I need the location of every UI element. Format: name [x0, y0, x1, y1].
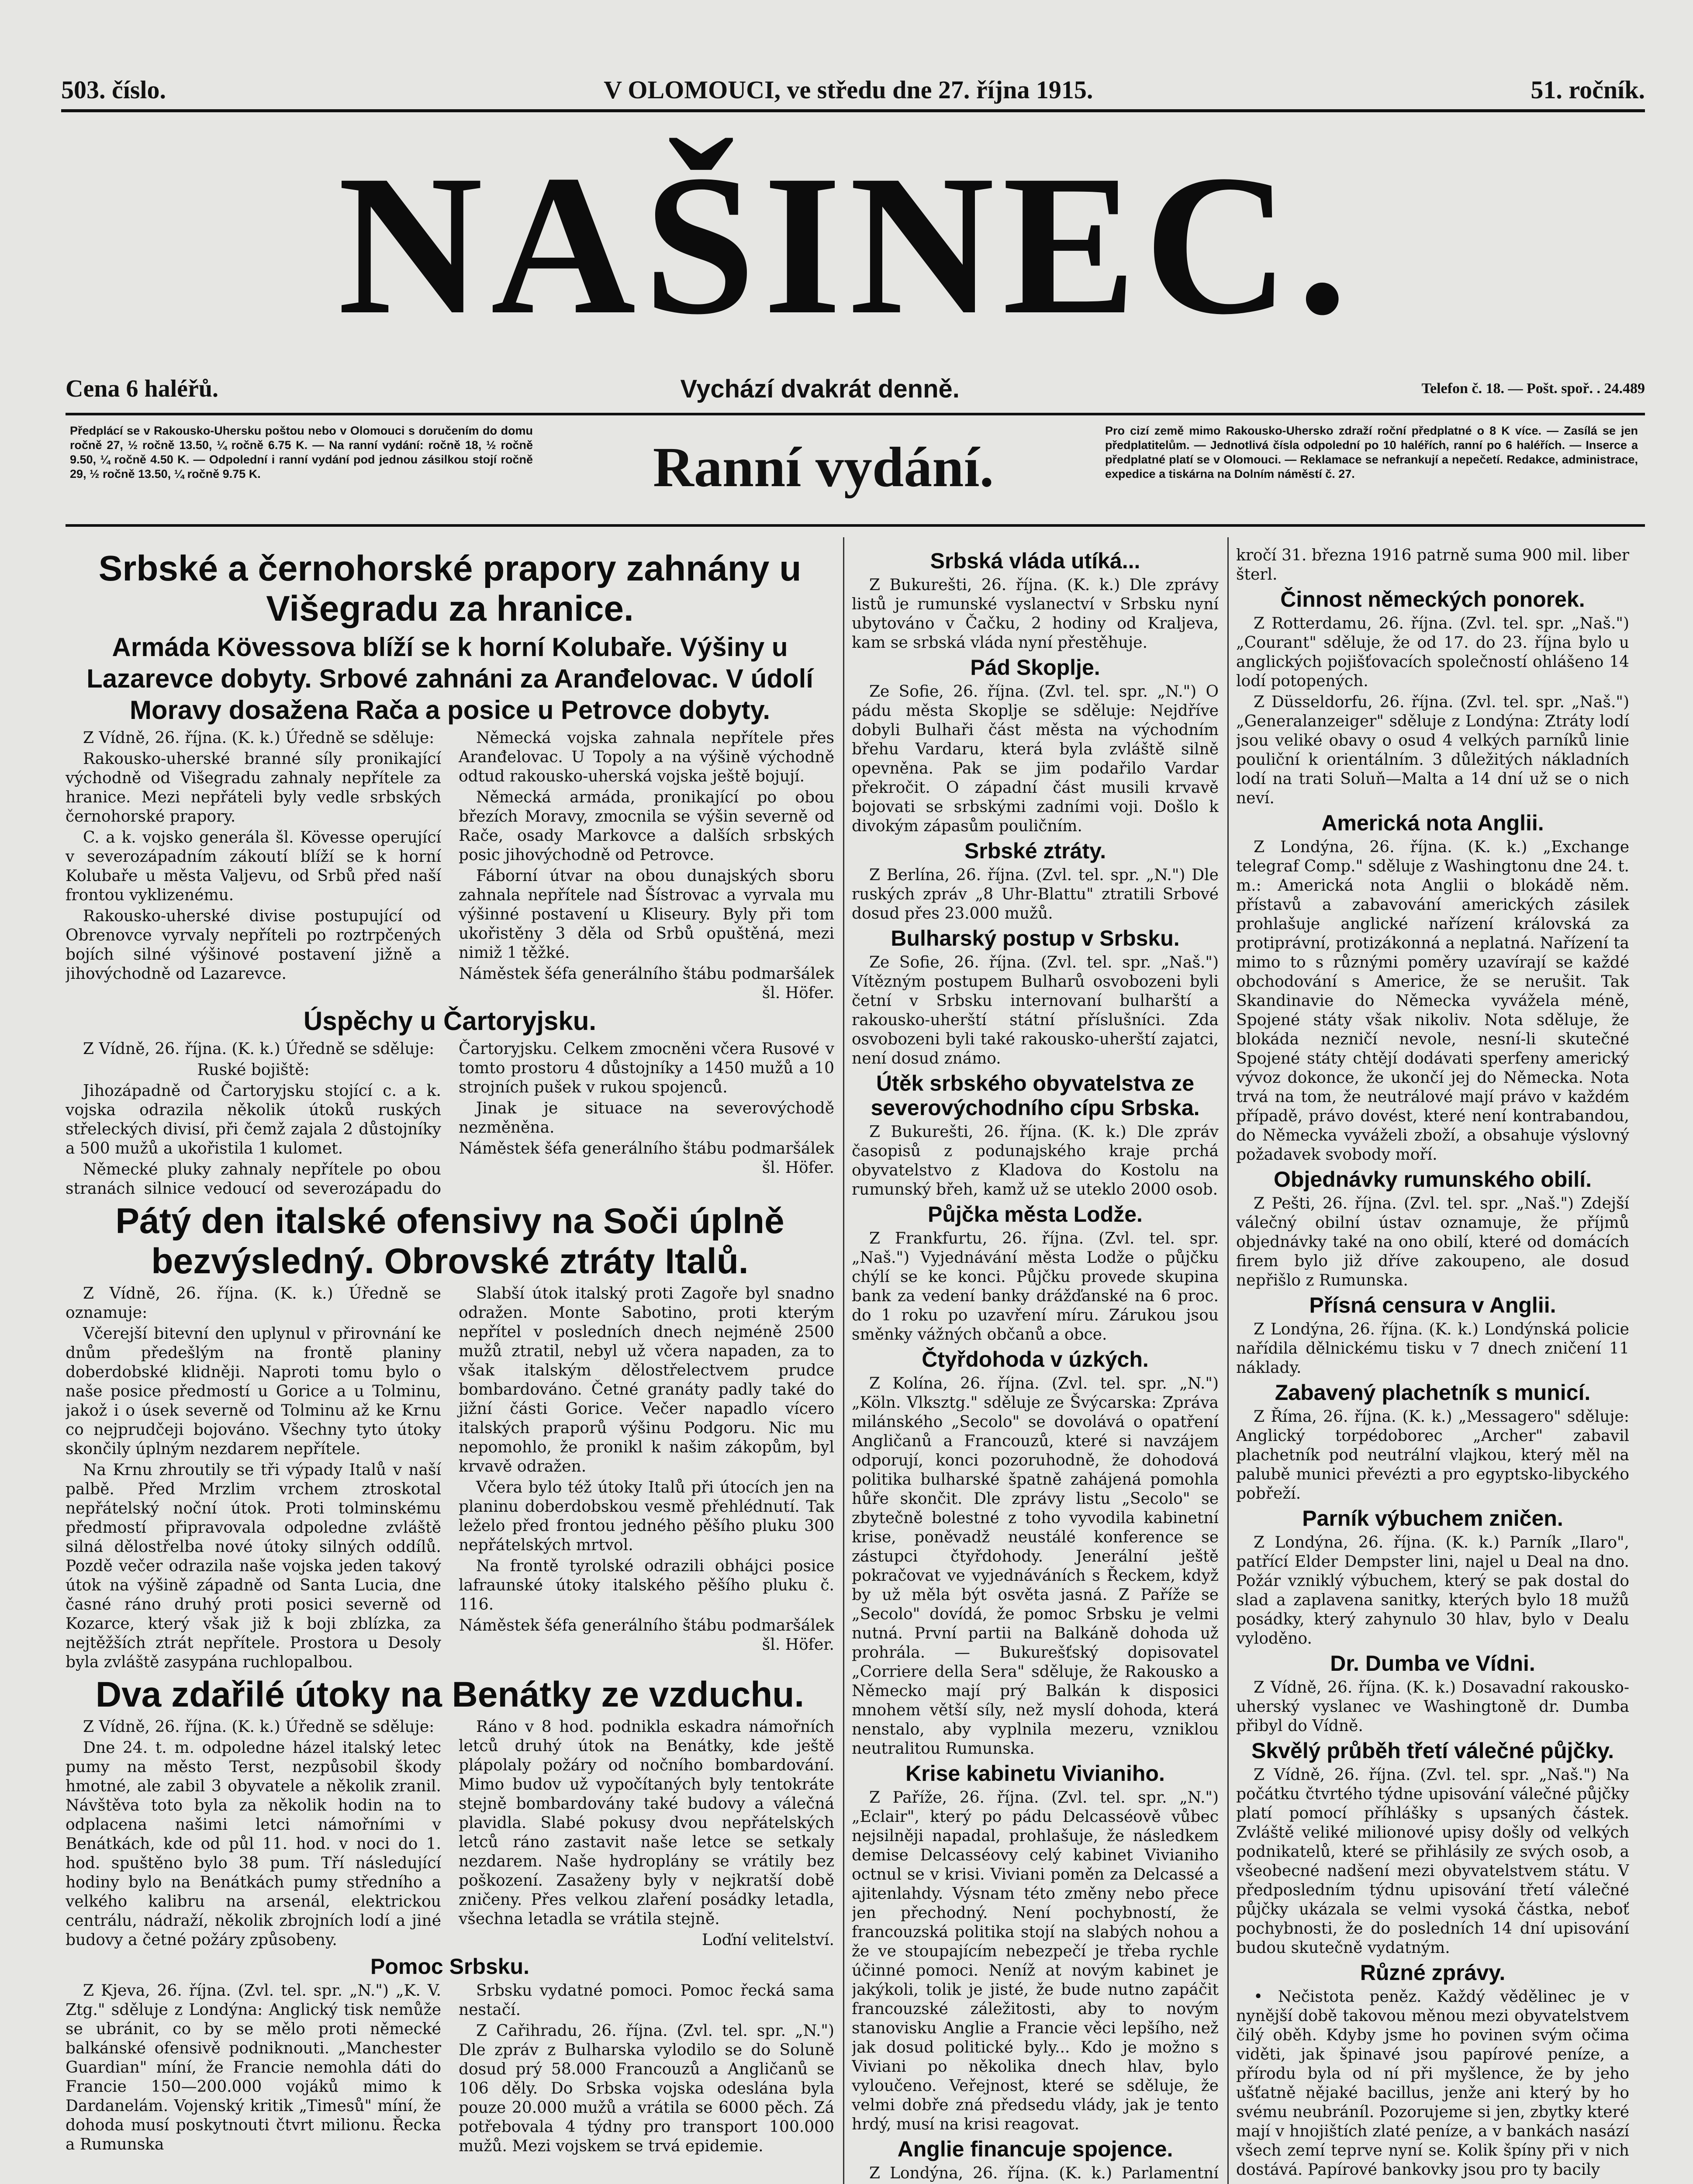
headline-serbian-government: Srbská vláda utíká... [930, 549, 1140, 573]
paragraph: Rakousko-uherské divise postupující od Obrenovce vyrvaly nepříteli po roztrpčených bojích silné výšinové postavení jižně a jihovýchodně od Lazarevce. [66, 907, 441, 983]
paragraph: • Nečistota peněz. Každý vědělinec je v nynější době takovou měnou mezi obyvatelstvem čilý oběh. Kdyby jsme ho povinen svým očima viděti, jak špinavé jsou papírové peníze, a přírodu byla od ní při myšlence, že by jeho ušťatně nějaké bacillus, jenže ani který by ho svému neubráníl. Pozorujeme si jen, zbytky které mají v hnojištích zlaté peníze, a v bankách nasází všech zemí teprve nyní se. Kolik špíny při v nich dostává. Papírové bankovky jsou pro ty bacily [1236, 1988, 1629, 2179]
price: Cena 6 haléřů. [66, 375, 218, 402]
column-divider-2 [1227, 537, 1229, 2184]
headline-entente-trouble: Čtyřdohoda v úzkých. [922, 1347, 1149, 1372]
paragraph: Z Berlína, 26. října. (Zvl. tel. spr. „N.") Dle ruských zpráv „8 Uhr-Blattu" ztratili Srbové dosud přes 23.000 mužů. [852, 866, 1219, 923]
subscription-notice-left: Předplácí se v Rakousko-Uhersku poštou nebo v Olomouci s doručením do domu ročně 27, ½ ročně 13.50, ¼ ročně 6.75 K. — Na ranní vydání: ročně 18, ½ ročně 9.50, ¼ ročně 4.50 K. — Odpolední i ranní vydání pod jednou zásilkou stojí ročně 29, ½ ročně 13.50, ¼ ročně 9.75 K. [70, 424, 533, 480]
headline-help-serbia: Pomoc Srbsku. [370, 1954, 529, 1979]
headline-england-finances: Anglie financuje spojence. [897, 2137, 1173, 2161]
column-middle [852, 546, 1219, 2184]
column-lead [66, 546, 834, 2184]
headline-venice-air-raids: Dva zdařilé útoky na Benátky ze vzduchu. [95, 1675, 805, 1714]
header-rule-bottom [66, 524, 1645, 527]
paragraph: C. a k. vojsko generála šl. Kövesse operující v severozápadním zákoutí blíží se k horní Kolubaře u města Valjevu, od Srbů před naší frontou vyklizenému. [66, 829, 441, 904]
paragraph: kročí 31. března 1916 patrně suma 900 mil. liber šterl. [1236, 546, 1629, 584]
paragraph: Z Vídně, 26. října. (K. k.) Úředně se sděluje: [83, 1718, 435, 1736]
paragraph: Z Düsseldorfu, 26. října. (Zvl. tel. spr. „Naš.") „Generalanzeiger" sděluje z Londýna: Ztráty lodí jsou veliké obavy o osud 4 velkých parníků linie pouliční k orientálním. 3 důležitých nákladních lodí na trati Soluň—Malta a 14 dní už se o nich neví. [1236, 693, 1629, 807]
volume-number: 51. ročník. [1531, 75, 1645, 104]
paragraph: Jinak je situace na severovýchodě nezměněna. [459, 1099, 834, 1137]
paragraph: Dne 24. t. m. odpoledne házel italský letec pumy na město Terst, nezpůsobil škody hmotné, ale zabil 3 obyvatele a několik zranil. Návštěva toto byla za několik hodin na to odplacena našimi letci námořními v Benátkách, kde od půl 11. hod. v noci do 1. hod. spuštěno bylo 38 pum. Tří následující hodiny bylo na Benátkách pumy středního a velkého kalibru na arsenál, elektrickou centrálu, nádraží, několik zbrojních lodí a jiné budovy a četné požáry způsobeny. [66, 1739, 441, 1949]
paragraph: Německá vojska zahnala nepřítele přes Aranđelovac. U Topoly a na výšině východně odtud rakousko-uherská vojska ještě bojují. [459, 729, 834, 785]
subscription-notice-right: Pro cizí země mimo Rakousko-Uhersko zdraží roční předplatné o 8 K více. — Zasílá se jen předplatitelům. — Jednotlivá čísla odpolední po 10 haléřích, ranní po 6 haléřích. — Inserce a předplatné platí se v Olomouci. — Reklamace se nefrankují a nepečetí. Redakce, administrace, expedice a tiskárna na Dolním náměstí č. 27. [1105, 424, 1638, 480]
paragraph: Z Frankfurtu, 26. října. (Zvl. tel. spr. „Naš.") Vyjednávání města Lodže o půjčku chýlí se ke konci. Půjčku provede skupina bank za vedení banky drážďanské na 6 proc. do 1 roku po uzavření míru. Zárukou jsou směnky vážných občanů a obce. [852, 1230, 1219, 1344]
paragraph: Ze Sofie, 26. října. (Zvl. tel. spr. „N.") O pádu města Skoplje se sděluje: Nejdříve dobyli Bulhaři část města na východním břehu Vardaru, která byla zvláště silně opevněna. Pak se jim podařilo Vardar překročit. O západní část musili krvavě bojovati se srbskými zadními voji. Došlo k divokým zápasům pouličním. [852, 683, 1219, 835]
article-italian-offensive [66, 1284, 834, 1672]
publication-frequency: Vychází dvakrát denně. [680, 374, 960, 403]
paragraph: Z Kolína, 26. října. (Zvl. tel. spr. „N.") „Köln. Vlksztg." sděluje ze Švýcarska: Zpráva milánského „Secolo" se dovolává o opatření Angličanů a Francouzů, které si navzájem odporují, konci pozoruhodně, že dohodová politika bulharské špatně zahájená pomohla hůře skončit. Dle zprávy listu „Secolo" se zbytečně bolestné z toho vyvodila kabinetní krise, poněvadž neustálé konference se zástupci čtyřdohody. Jenerální ještě pokračovat ve vyjednáváních s Řeckem, když by už měla být osvěta jasná. Z Paříže se „Secolo" dovídá, že pomoc Srbsku je velmi nutná. První partii na Balkáně dohoda už prohrála. — Bukurešťský dopisovatel „Corriere della Sera" sděluje, že Rakousko a Německo mají prý Balkán k disposici mnohem větší síly, než myslí dohoda, která nenstalo, aby vyplnila mezeru, vzniklou neutralitou Rumunska. [852, 1375, 1219, 1758]
top-info-line [61, 74, 1645, 112]
headline-serbian-flags: Srbské a černohorské prapory zahnány u Višegradu za hranice. [98, 549, 802, 629]
subheadline-kovess: Armáda Kövessova blíží se k horní Kolubaře. Výšiny u Lazarevce dobyty. Srbové zahnáni za Aranđelovac. V údolí Moravy dosažena Rača a posice u Petrovce dobyty. [86, 632, 813, 725]
header-rule-top [66, 413, 1645, 415]
paragraph: Z Cařihradu, 26. října. (Zvl. tel. spr. „N.") Dle zpráv z Bulharska vylodilo se do Soluně dosud prý 58.000 Francouzů a Angličanů se 106 děly. Do Srbska vojska odeslána byla pouze 20.000 mužů a vrátila se 6000 pěch. Zá potřebovala 4 týdny pro transport 100.000 mužů. Mezi vojskem se trvá epidemie. [459, 2022, 834, 2155]
article-chartoryjsk [66, 1040, 834, 1199]
article-serbian-front [66, 729, 834, 1003]
paragraph: Fáborní útvar na obou dunajských sboru zahnala nepřítele nad Šístrovac a vyrvala mu výšinné postavení u Kliseury. Byly při tom ukořistěny 3 děla od Srbů opuštěná, mezi nimiž 1 těžké. [459, 867, 834, 962]
headline-steamer-explosion: Parník výbuchem zničen. [1302, 1506, 1563, 1531]
headline-viviani-crisis: Krise kabinetu Vivianiho. [905, 1761, 1165, 1786]
paragraph: Z Londýna, 26. října. (K. k.) Parník „Ilaro", patřící Elder Dempster lini, najel u Deal na dno. Požár vzniklý výbuchem, který se pak dostal do slad a zaplavena sanitky, kterých bylo 18 mužů posádky, který zahynulo 30 hlav, bylo v Dealu vyloděno. [1236, 1534, 1629, 1648]
headline-censorship: Přísná censura v Anglii. [1309, 1293, 1556, 1317]
column-right [1236, 546, 1629, 2184]
dateline: V OLOMOUCI, ve středu dne 27. října 1915. [604, 75, 1093, 104]
masthead-title: NAŠINEC. [338, 133, 1355, 356]
paragraph: Slabší útok italský proti Zagoře byl snadno odražen. Monte Sabotino, proti kterým nepřítel v posledních dnech nejméně 2500 mužů ztratil, nebyl už včera napaden, za to však italským dělostřelectvem prudce bombardováno. Četné granáty padly také do jižní části Gorice. Večer napadlo vícero italských praporů výšinu Podgoru. Nic mu nepomohlo, že pronikl k našim zákopům, byl krvavě odražen. [459, 1285, 834, 1476]
issue-number: 503. číslo. [61, 75, 166, 104]
paragraph: Z Vídně, 26. října. (K. k.) Dosavadní rakousko-uherský vyslanec ve Washingtoně dr. Dumba přibyl do Vídně. [1236, 1679, 1629, 1735]
paragraph: Ráno v 8 hod. podnikla eskadra námořních letců druhý útok na Benátky, kde ještě plápolaly požáry od nočního bombardování. Mimo budov už vypočítaných byly tentokráte stejně bombardovány také budovy a válečná plavidla. Slabé pokusy dvou nepřátelských letců ráno zastavit naše letce se setkaly nezdarem. Naše hydroplány se vrátily bez poškození. Zasaženy byly v nejkratší době zničeny. Přes velkou zlaření posádky letadla, všechna letadla se vrátila stejně. [459, 1718, 834, 1928]
headline-serbian-losses: Srbské ztráty. [964, 839, 1106, 863]
paragraph: Včerejší bitevní den uplynul v přirovnání ke dnům předešlým na frontě planiny doberdobské klidněji. Naproti tomu bylo o naše posice předmostí u Gorice a u Tolminu, jakož i o úsek severně od Tolminu až ke Krnu co nejprudčeji bojováno. Všechny tyto útoky skončily úplným nezdarem nepřítele. [66, 1325, 441, 1458]
headline-skoplje: Pád Skoplje. [970, 655, 1100, 680]
paragraph: Včera bylo též útoky Italů při útocích jen na planinu doberdobskou vesmě přehlédnutí. Tak leželo před frontou jedného pěšího pluku 300 nepřátelských mrtvol. [459, 1479, 834, 1554]
headline-romanian-grain: Objednávky rumunského obilí. [1274, 1167, 1592, 1192]
phone-info: Telefon č. 18. — Pošt. spoř. . 24.489 [1421, 380, 1645, 397]
paragraph: Z Říma, 26. října. (K. k.) „Messagero" sděluje: Anglický torpédoborec „Archer" zabavil plachetník pod neutrální vlajkou, který měl na palubě munici převézti a pro egyptsko-libyckého pobřeží. [1236, 1408, 1629, 1503]
headline-dumba: Dr. Dumba ve Vídni. [1330, 1651, 1535, 1676]
headline-italian-offensive: Pátý den italské ofensivy na Soči úplně bezvýsledný. Obrovské ztráty Italů. [115, 1201, 784, 1281]
paragraph: Ruské bojiště: [197, 1061, 310, 1079]
signature: Loďní velitelství. [702, 1931, 834, 1949]
paragraph: Z Londýna, 26. října. (K. k.) Parlamentní [869, 2164, 1219, 2182]
headline-seized-sailboat: Zabavený plachetník s municí. [1275, 1380, 1591, 1405]
paragraph: Z Londýna, 26. října. (K. k.) „Exchange telegraf Comp." sděluje z Washingtonu dne 24. t. m.: Americká nota Anglii o blokádě něm. přístavů a zabavování amerických zásilek prohlašuje anglické nařízení královská za protiprávní, protizákonná a neplatná. Nařízení ta mimo to s různými poměry uzavírají se každé obchodování s Americe, že se nerušit. Tak Skandinavie do Německa vyvážela méně, Spojené státy však nikoliv. Nota sděluje, že blokáda nezničí nevole, nesní-li skutečné Spojené státy chtějí dodávati sperfeny americký vývoz dokonce, že ukončí jej do Německa. Nota trvá na tom, že neutrálové mají právo v každém případě, právo dovést, které není kontrabandou, do Německa vyváželi zboží, a obsahuje výslovný požadavek svobody moří. [1236, 838, 1629, 1164]
headline-bulgarian-advance: Bulharský postup v Srbsku. [891, 926, 1180, 950]
sub-masthead-line [66, 371, 1645, 406]
paragraph: Z Vídně, 26. října. (Zvl. tel. spr. „Naš.") Na počátku čtvrtého týdne upisování válečné půjčky platí pomocí příhlášky s upsaných částek. Zvláště veliké milionové upisy došly od velkých podnikatelů, které se přihlásily ze svých osob, a všeobecné nadšení mezi obyvatelstvem státu. V předposledním týdnu upisování třetí válečné půjčky ukázala se velmi vysoká částka, neboť pochybnosti, že do posledních 14 dní upisování budou skutečně vydatným. [1236, 1766, 1629, 1957]
signature: Náměstek šéfa generálního štábu podmaršálek šl. Höfer. [459, 1617, 834, 1654]
paragraph: Jihozápadně od Čartoryjsku stojící c. a k. vojska odrazila několik útoků ruských střeleckých divisí, při čemž zajala 2 důstojníky a 500 mužů a ukořistila 1 kulomet. [66, 1082, 441, 1158]
article-venice-air-raids [66, 1717, 834, 1952]
column-divider-1 [843, 537, 844, 2184]
paragraph: Z Rotterdamu, 26. října. (Zvl. tel. spr. „Naš.") „Courant" sděluje, že od 17. do 23. října bylo u anglických pojišťovacích společností ohlášeno 14 lodí potopených. [1236, 615, 1629, 690]
paragraph: Z Vídně, 26. října. (K. k.) Úředně se sděluje: [83, 1040, 435, 1058]
headline-submarines: Činnost německých ponorek. [1280, 587, 1585, 612]
paragraph: Z Bukurešti, 26. října. (K. k.) Dle zprávy listů je rumunské vyslanectví v Srbsku nyní ubytováno v Čačku, 2 hodiny od Kraljeva, kam se srbská vláda nyní přestěhuje. [852, 576, 1219, 652]
paragraph: Srbsku vydatné pomoci. Pomoc řecká sama nestačí. [459, 1982, 834, 2019]
headline-lodz-loan: Půjčka města Lodže. [928, 1202, 1143, 1227]
paragraph: Na Krnu zhroutily se tři výpady Italů v naší palbě. Před Mrzlim vrchem ztroskotal nepřátelský noční útok. Proti tolminskému předmostí připravovala odpoledne zvláště silná dělostřelba nové útoky silných oddílů. Pozdě večer odrazila naše vojska jeden takový útok na výšině západně od Santa Lucia, dne časné ráno druhý proti posici severně od Kozarce, který však již k boji zblízka, za nejtěžších ztrát nepřítele. Prostora u Desoly byla zvláště zasypána ruchlopalbou. [66, 1461, 441, 1671]
paragraph: Na frontě tyrolské odrazili obhájci posice lafraunské útoky italského pěšího pluku č. 116. [459, 1557, 834, 1614]
paragraph: Německé pluky zahnaly nepřítele po obou stranách silnice vedoucí od severozápadu do Čartoryjsku. Celkem zmocněni včera Rusové v tomto prostoru 4 důstojníky a 1450 mužů a 10 strojních pušek v rukou spojenců. [66, 1040, 834, 1198]
paragraph: Z Londýna, 26. října. (K. k.) Londýnská policie nařídila dělnickému tisku v 7 dnech zničení 11 náklady. [1236, 1320, 1629, 1377]
signature: Náměstek šéfa generálního štábu podmaršálek šl. Höfer. [459, 965, 834, 1002]
signature: Náměstek šéfa generálního štábu podmaršálek šl. Höfer. [459, 1140, 834, 1177]
paragraph: Německá armáda, pronikající po obou březích Moravy, zmocnila se výšin severně od Rače, osady Markovce a dalších srbských posic jihovýchodně od Petrovce. [459, 788, 834, 864]
edition-label: Ranní vydání. [653, 436, 994, 499]
paragraph: Z Kjeva, 26. října. (Zvl. tel. spr. „N.") „K. V. Ztg." sděluje z Londýna: Anglický tisk nemůže se ubránit, co by se mělo proti německé balkánské ofensivě podniknouti. „Manchester Guardian" míní, že Francie nemohla dáti do Francie 150—200.000 vojáků mimo k Dardanelám. Vojenský kritik „Timesů" míní, že dohoda musí poskytnouti čtvrt milionu. Řecka a Rumunska [66, 1982, 441, 2153]
paragraph: Z Bukurešti, 26. října. (K. k.) Dle zpráv časopisů z podunajského kraje prchá obyvatelstvo z Kladova do Kostolu na rumunský břeh, kamž už se uteklo 2000 osob. [852, 1123, 1219, 1199]
headline-serbian-exodus: Útěk srbského obyvatelstva ze severovýchodního cípu Srbska. [871, 1071, 1200, 1120]
article-help-serbia [66, 1981, 834, 2157]
paragraph: Rakousko-uherské branné síly pronikající východně od Višegradu zahnaly nepřítele za hranice. Mezi nepřáteli byly vedle srbských černohorské prapory. [66, 750, 441, 826]
headline-american-note: Americká nota Anglii. [1321, 811, 1544, 835]
paragraph: Z Pešti, 26. října. (Zvl. tel. spr. „Naš.") Zdejší válečný obilní ústav oznamuje, že příjmů objednávky také na ono obilí, které od domácích firem bylo již dříve zakoupeno, ale dosud nepřišlo z Rumunska. [1236, 1195, 1629, 1289]
headline-chartoryjsk: Úspěchy u Čartoryjsku. [303, 1006, 597, 1036]
paragraph: Z Paříže, 26. října. (Zvl. tel. spr. „N.") „Eclair", který po pádu Delcasséově vůbec nejsilněji napadal, prohlašuje, že následkem demise Delcasséovy celý kabinet Vivianiho octnul se v krisi. Viviani poměn za Delcassé a ajitenlahdy. Výsnam této změny nebo přece jen přechodný. Není pochybností, že francouzská politika stojí na slabých nohou a že ve stoupajícím nebezpečí je třeba rychle účinné pomoci. Neníž at novým kabinet je jakýkoli, tolik je jisté, že bude nutno zapáčit francouzské záležitosti, aby to novým stanovisku Anglie a Francie věci lepšího, než jak dosud politické byly... Kdo je možno s Viviani po několika dnech hlav, bylo vyloučeno. Veřejnost, které se sděluje, že velmi dobře zná předsedu vlády, jak je tento hrdý, musí na krisi reagovat. [852, 1789, 1219, 2133]
paragraph: Z Vídně, 26. října. (K. k.) Úředně se oznamuje: [66, 1285, 441, 1322]
headline-various-news: Různé zprávy. [1360, 1960, 1506, 1985]
paragraph: Z Vídně, 26. října. (K. k.) Úředně se sděluje: [83, 729, 435, 747]
headline-war-loan: Skvělý průběh třetí válečné půjčky. [1251, 1738, 1614, 1763]
paragraph: Ze Sofie, 26. října. (Zvl. tel. spr. „Naš.") Vítězným postupem Bulharů osvobozeni byli četní v Srbsku internovaní bulharští a rakousko-uherští státní příslušníci. Zda osvobozeni byli také rakousko-uherští zajatci, není dosud známo. [852, 954, 1219, 1068]
